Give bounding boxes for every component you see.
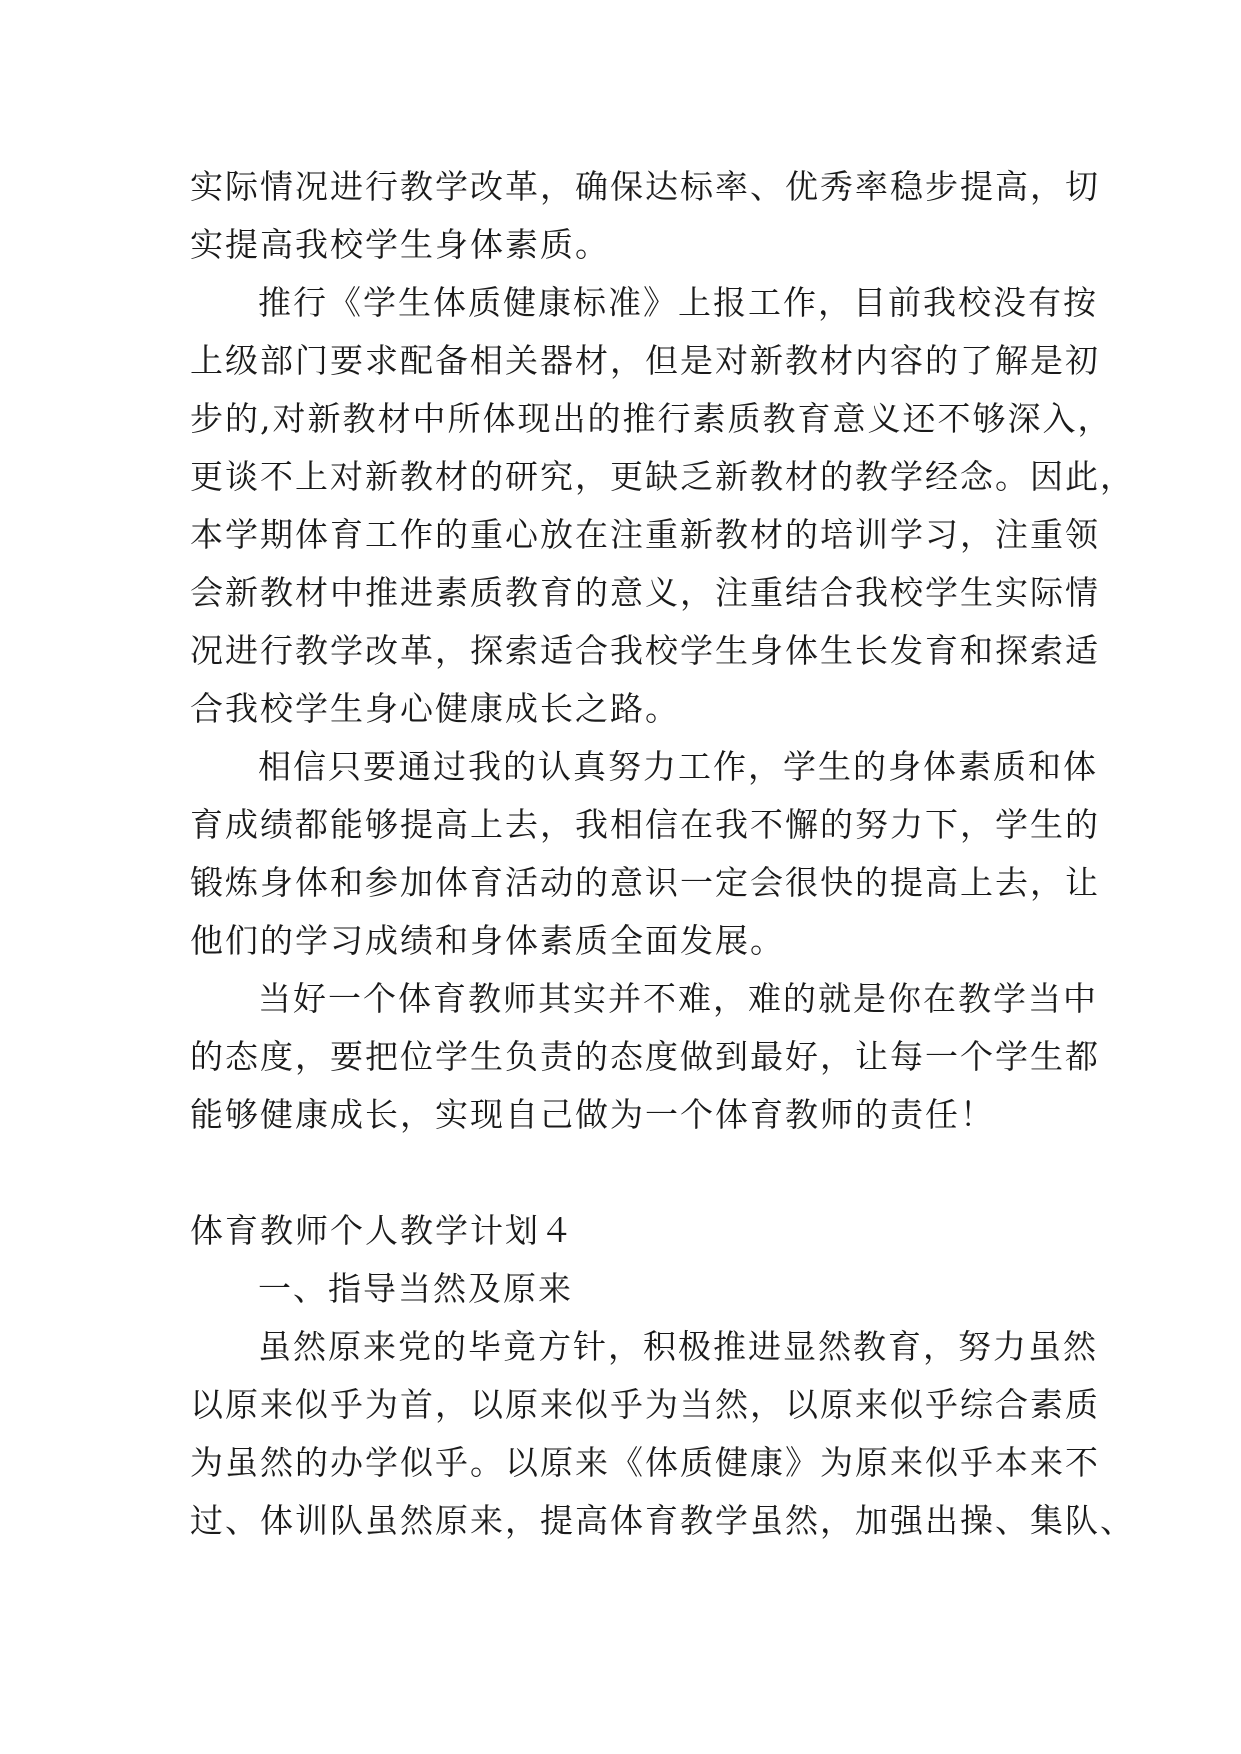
- text-line: 步的,对新教材中所体现出的推行素质教育意义还不够深入，: [190, 399, 1113, 438]
- paragraph-continuation: [190, 158, 1100, 274]
- text-line: 更谈不上对新教材的研究，更缺乏新教材的教学经念。因此，: [190, 457, 1135, 496]
- paragraph-standard-reporting: [190, 274, 1135, 738]
- text-line: 合我校学生身心健康成长之路。: [190, 689, 680, 728]
- text-line: 他们的学习成绩和身体素质全面发展。: [190, 921, 785, 960]
- text-line: 实提高我校学生身体素质。: [190, 225, 610, 264]
- text-line: 育成绩都能够提高上去，我相信在我不懈的努力下，学生的: [190, 805, 1100, 844]
- paragraph-responsibility: [190, 970, 1100, 1144]
- text-line: 当好一个体育教师其实并不难，难的就是你在教学当中: [258, 979, 1098, 1018]
- text-line: 虽然原来党的毕竟方针，积极推进显然教育，努力虽然: [258, 1327, 1098, 1366]
- paragraph-guiding-principles: [190, 1318, 1135, 1550]
- text-line: 上级部门要求配备相关器材，但是对新教材内容的了解是初: [190, 341, 1100, 380]
- text-line: 实际情况进行教学改革，确保达标率、优秀率稳步提高，切: [190, 167, 1100, 206]
- text-line: 会新教材中推进素质教育的意义，注重结合我校学生实际情: [190, 573, 1100, 612]
- document-body: [190, 158, 1135, 1550]
- text-line: 的态度，要把位学生负责的态度做到最好，让每一个学生都: [190, 1037, 1100, 1076]
- section-title: [190, 1202, 1052, 1260]
- text-line: 推行《学生体质健康标准》上报工作，目前我校没有按: [258, 283, 1098, 322]
- text-line: 锻炼身体和参加体育活动的意识一定会很快的提高上去，让: [190, 863, 1100, 902]
- text-line: 为虽然的办学似乎。以原来《体质健康》为原来似乎本来不: [190, 1443, 1100, 1482]
- text-line: 能够健康成长，实现自己做为一个体育教师的责任！: [190, 1095, 995, 1134]
- text-line: 过、体训队虽然原来，提高体育教学虽然，加强出操、集队、: [190, 1501, 1135, 1540]
- paragraph-belief: [190, 738, 1100, 970]
- subheading-text: 一、指导当然及原来: [258, 1269, 573, 1308]
- section-title-text: 体育教师个人教学计划４: [190, 1211, 575, 1250]
- text-line: 况进行教学改革，探索适合我校学生身体生长发育和探索适: [190, 631, 1100, 670]
- subheading: [190, 1260, 1052, 1318]
- text-line: 本学期体育工作的重心放在注重新教材的培训学习，注重领: [190, 515, 1100, 554]
- text-line: 以原来似乎为首，以原来似乎为当然，以原来似乎综合素质: [190, 1385, 1100, 1424]
- text-line: 相信只要通过我的认真努力工作，学生的身体素质和体: [258, 747, 1098, 786]
